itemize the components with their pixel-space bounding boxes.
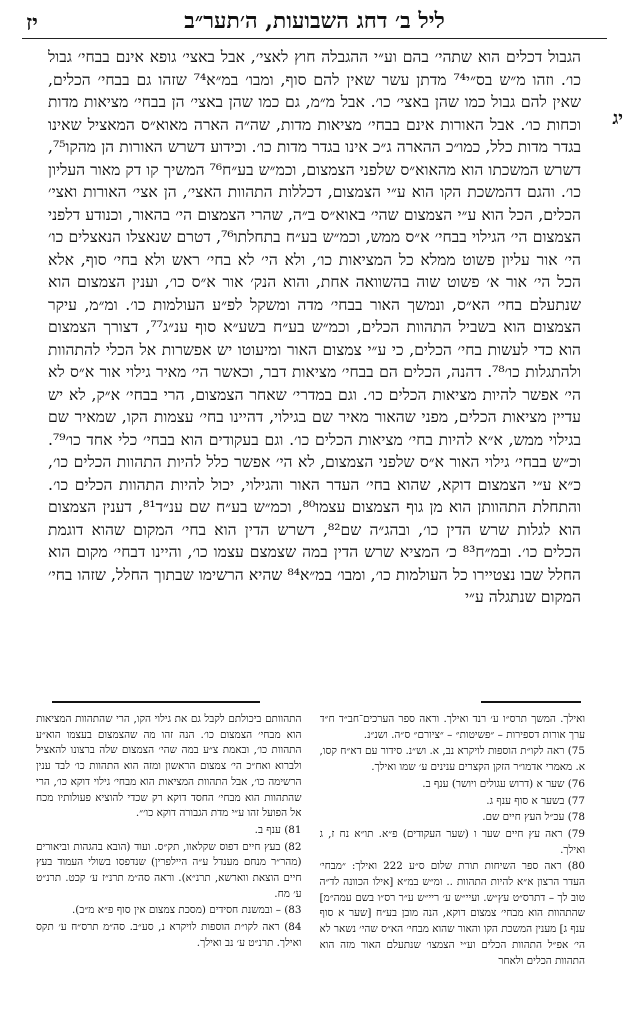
footnote-item: 81) ענף ב. (254, 823, 302, 836)
footnote-item: 80) ראה ספר השיחות תורת שלום ס״ע 222 ואילך: ״מבחי׳ העדר הרצון א״א להיות התהוות .. ומ״ש במ״א [אילו הכוונה לד״ה טוב לך – דתרס״ט עץ״ש. ועיי״ש ע׳ ריי״ש ע״ר רס״ו בשם עמה״מ] שהתהוות הוא מבחי׳ צמצום דוקא, הנה מובן בע״ח [שער א סוף ענף ג] מענין המשכת הקו והאור שהוא מבחי׳ הא״ס שהי׳ נשאר לא הי׳ אפ״ל התהוות הכלים וע״י הצמצו׳ שנתעלם האור מזה הוא התהוות הכלים ולאחר (319, 860, 585, 967)
footnote-item: 75) ראה לקו״ת הוספות לויקרא נב, א. וש״נ. סידור עם דא״ח קסו, א. מאמרי אדמו״ר הזקן הקצרים ענינים ע׳ שמו ואילך. (319, 745, 585, 774)
footnote-item: התהוותם ביכולתם לקבל גם את גילוי הקו, הרי שהתהוות המציאות הוא מבחי׳ הצמצום כו׳. הנה זהו מה שהצמצום בעצמו הוא״ע התהוות כו׳, ובאמת צ״ע במה שהי׳ הצמצום שלה ברצונו להאציל ולברוא ואח״כ הי׳ צמצום הראשון ומזה הוא התהוות כו׳ לבד ענין הרשימה כו׳, אבל התהוות המציאות הוא מבחי׳ גילוי דוקא כו׳, הרי שהתהוות הוא מבחי׳ החסד דוקא רק שכדי להוציא פעולותיו מכח אל הפועל זהו ע״י מדת הגבורה דוקא כו׳״. (36, 713, 302, 820)
footnote-item: 79) ראה עץ חיים שער ו (שער העקודים) פ״א. תו״א נח ז, ג ואילך. (319, 827, 585, 856)
footnote-item: 84) ראה לקו״ת הוספות לויקרא נ, סע״ב. סה״מ תרס״ח ע׳ תקס ואילך. תרנ״ט ע׳ נב ואילך. (36, 921, 302, 949)
footnote-item: ואילך. המשך תרס״ו ע׳ רנד ואילך. וראה ספר הערכים־חב״ד ח״ד ערך אורות דספירות – ״פשיטות״ – ״ציורם״ ס״ה. ושנ״נ. (319, 713, 585, 741)
footnote-item: 82) בעץ חיים דפוס שקלאוו, תק״ס. ועוד (הובא בהגהות וביאורים (מהר״ר מנחם מענדל ע״ה היילפרין) שנדפסו בשולי העמוד בעץ חיים הוצאת ווארשא, תרנ״א). וראה סה״מ תרנ״ז ע׳ קכט. תרנ״ט ע׳ מח. (36, 840, 302, 900)
running-title: ליל ב׳ דחג השבועות, ה׳תער״ב (184, 8, 445, 34)
main-paragraph: הגבול דכלים הוא שתהי׳ בהם וע״י ההגבלה חוץ לאצי׳, אבל באצי׳ גופא אינם בבחי׳ גבול כו׳. וזהו מ״ש בס״י⁷⁴ מדתן עשר שאין להם סוף, ומבו׳ במ״א⁷⁴ שזהו גם בבחי׳ הכלים, שאין להם גבול כמו שהן באצי׳ כו׳. אבל מ״מ, גם כמו שהן באצי׳ הן בבחי׳ מציאות מדות וכחות כו׳. אבל האורות אינם בבחי׳ מציאות מדות, שה״ה הארה מאוא״ס המאציל שאינו בגדר מדות כלל, כמו״כ ההארה ג״כ אינו בגדר מדות כו׳. וכידוע דשרש האורות הן מהקו⁷⁵, דשרש המשכתו הוא מהאוא״ס שלפני הצמצום, וכמ״ש בע״ח⁷⁶ המשיך קו דק מאור העליון כו׳. והגם דהמשכת הקו הוא ע״י הצמצום, דכללות התהוות האצי׳, הן אצי׳ האורות ואצי׳ הכלים, הכל הוא ע״י הצמצום שהי׳ באוא״ס ב״ה, שהרי הצמצום הי׳ בהאור, וכנודע דלפני הצמצום הי׳ הגילוי בבחי׳ א״ס ממש, וכמ״ש בע״ח בתחלתו⁷⁶, דטרם שנאצלו הנאצלים כו׳ הי׳ אור עליון פשוט ממלא כל המציאות כו׳, ולא הי׳ לא בחי׳ ראש ולא בחי׳ סוף, אלא הכל הי׳ אור א׳ פשוט שוה בהשוואה אחת, והוא הנק׳ אור א״ס כו׳, וענין הצמצום הוא שנתעלם בחי׳ הא״ס, ונמשך האור בבחי׳ מדה ומשקל לפ״ע העולמות כו׳. ומ״מ, עיקר הצמצום הוא בשביל התהוות הכלים, וכמ״ש בע״ח בשע״א סוף ענ״ג⁷⁷, דצורך הצמצום הוא כדי לעשות בחי׳ הכלים, כי ע״י צמצום האור ומיעוטו יש אפשרות אל הכלי להתהוות ולהתגלות כו׳⁷⁸. דהנה, הכלים הם בבחי׳ מציאות דבר, וכאשר הי׳ מאיר גילוי אור א״ס לא הי׳ אפשר להיות מציאות הכלים כו׳. וגם במדרי׳ שאחר הצמצום, הרי בבחי׳ א״ק, לא יש עדיין מציאות הכלים, מפני שהאור מאיר שם בגילוי, דהיינו בחי׳ עצמות הקו, שמאיר שם בגילוי ממש, א״א להיות בחי׳ מציאות הכלים כו׳. וגם בעקודים הוא בבחי׳ כלי אחד כו׳⁷⁹. וכ״ש בבחי׳ גילוי האור א״ס שלפני הצמצום, לא הי׳ אפשר כלל להיות התהוות הכלים כו׳, כ״א ע״י הצמצום דוקא, שהוא בחי׳ העדר האור והגילוי, יכול להיות התהוות הכלים כו׳. והתחלת התהוותן הוא מן גוף הצמצום עצמו⁸⁰, וכמ״ש בע״ח שם ענ״ד⁸¹, דענין הצמצום הוא לגלות שרש הדין כו׳, ובהג״ה שם⁸², דשרש הדין הוא בחי׳ המקום שהוא דוגמת הכלים כו׳. ובמ״ח⁸³ כ׳ המציא שרש הדין במה שצמצם עצמו כו׳, והיינו דבחי׳ מקום הוא החלל שבו נצטיירו כל העולמות כו׳, ומבו׳ במ״א⁸⁴ שהיא הרשימו שבתוך החלל, שזהו בחי׳ המקום שנתגלה ע״י (48, 48, 581, 606)
footnote-item: 78) עכ״ל העץ חיים שם. (482, 811, 585, 824)
footnote-rule-left (52, 701, 260, 703)
footnote-column-left (36, 712, 302, 1018)
footnote-item: 77) בשער א סוף ענף ג. (486, 794, 585, 807)
page-header (26, 8, 603, 38)
page-number: יז (26, 10, 38, 36)
footnote-rule-right (481, 701, 581, 703)
footnotes (36, 712, 585, 1018)
footnote-item: 76) שער א (דרוש עגולים ויושר) ענף ב. (422, 777, 585, 790)
footnote-item: 83) – ובמשנת חסידים (מסכת צמצום אין סוף פ״א מ״ב). (72, 904, 302, 917)
footnote-column-right (320, 712, 586, 1018)
header-rule (22, 38, 607, 39)
main-body-text (48, 46, 581, 684)
section-marker: יג (612, 108, 623, 129)
